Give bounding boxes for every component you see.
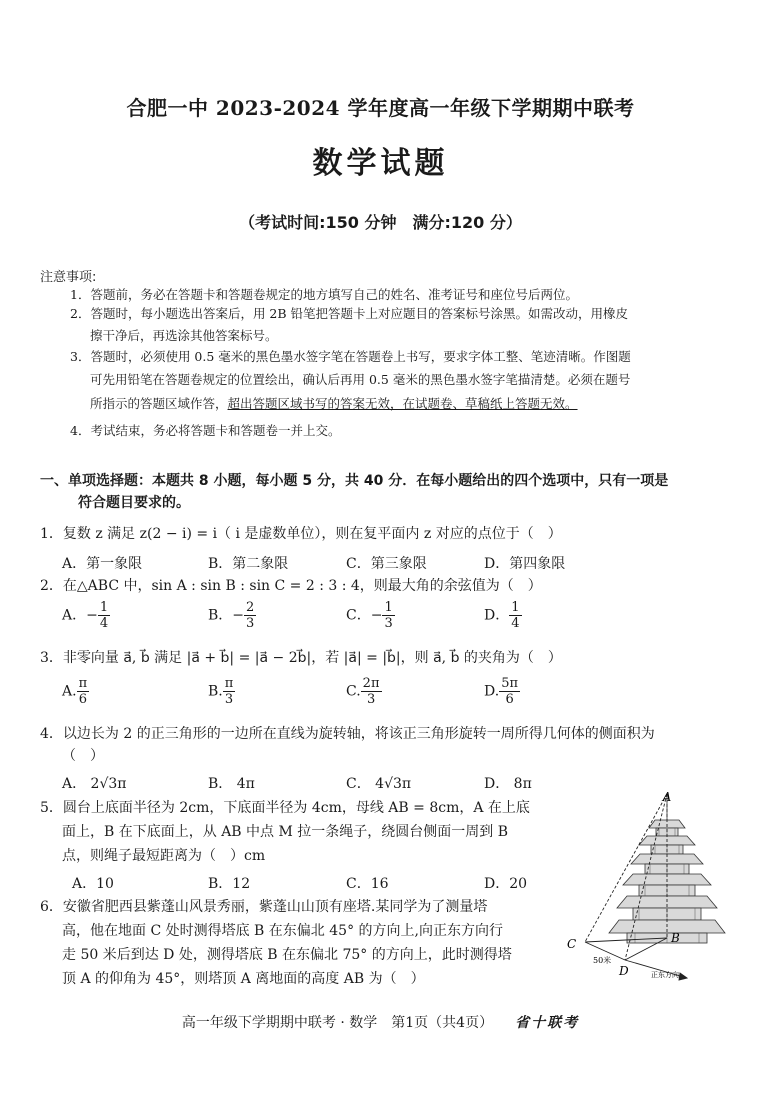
section-heading [40,470,725,514]
q2-option-b-fraction [244,600,256,631]
q2-option-a-sign: − [86,607,98,624]
q3-option-b-fraction [223,676,236,707]
numerator: π [78,676,88,691]
denominator: 6 [505,692,514,707]
label-b: B [671,931,680,945]
denominator: 3 [366,692,376,707]
q2-option-d-fraction [509,600,521,631]
q3-option-d-label: D. [484,683,500,700]
footer-text: 高一年级下学期期中联考 · 数学 第1页（共4页） [181,1015,494,1031]
question-2: 2．在△ABC 中，sin A : sin B : sin C = 2 : 3 : 4，则最大角的余弦值为（ ） [40,578,542,594]
label-c: C [567,937,577,951]
question-5-line-1: 5．圆台上底面半径为 2cm，下底面半径为 4cm，母线 AB = 8cm，A 在上底 [40,800,530,816]
section-heading-line-1: 一、单项选择题：本题共 8 小题，每小题 5 分，共 40 分．在每小题给出的四个选项中，只有一项是 [40,473,669,489]
q3-option-d-fraction [499,676,520,707]
label-distance: 50米 [593,956,612,965]
q2-option-d-label: D． [484,607,510,624]
page-footer [0,1012,761,1032]
page-title: 数学试题 [312,146,449,181]
question-3: 3．非零向量 a⃗, b⃗ 满足 |a⃗ + b⃗| = |a⃗ − 2b⃗|，若 |a⃗| = |b⃗|，则 a⃗, b⃗ 的夹角为（ ） [40,650,562,666]
q1-option-d: D．第四象限 [484,556,566,572]
question-6-line-2: 高，他在地面 C 处时测得塔底 B 在东偏北 45° 的方向上,向正东方向行 [62,923,503,939]
q4-option-c: C． 4√3π [346,776,412,792]
question-5-line-3: 点，则绳子最短距离为（ ）cm [62,848,266,864]
denominator: 6 [78,692,87,707]
q5-option-c: C．16 [346,876,389,892]
note-3-line-3 [90,393,578,415]
q4-option-b: B． 4π [208,776,255,792]
section-heading-line-2: 符合题目要求的。 [78,495,190,511]
q2-option-a-fraction [98,600,110,631]
label-d: D [619,964,629,978]
q3-option-c [346,676,382,707]
denominator: 3 [224,692,234,707]
arrow-head-icon [679,973,687,980]
q2-option-c-fraction [382,600,394,631]
note-2-line-1: 2．答题时，每小题选出答案后，用 2B 铅笔把答题卡上对应题目的答案标号涂黑。如需改动，用橡皮 [70,306,629,321]
q5-option-d: D．20 [484,876,528,892]
q2-option-b-sign: − [232,607,245,624]
q3-option-c-fraction [361,676,382,707]
q2-option-d [484,600,522,631]
note-4: 4．考试结束，务必将答题卡和答题卷一并上交。 [70,423,341,438]
notes-heading: 注意事项: [40,270,97,285]
numerator: 2π [362,676,380,691]
note-3-line-2: 可先用铅笔在答题卷规定的位置绘出，确认后再用 0.5 毫米的黑色墨水签字笔描清楚。必须在题号 [90,372,631,387]
denominator: 4 [99,616,109,631]
numerator: 1 [511,600,520,615]
q5-option-a: A．10 [72,876,114,892]
label-a: A [662,792,672,804]
q4-option-d: D． 8π [484,776,532,792]
q5-option-b: B．12 [208,876,251,892]
question-4-line-1: 4．以边长为 2 的正三角形的一边所在直线为旋转轴，将该正三角形旋转一周所得几何体的侧面积为 [40,726,655,742]
q3-option-b-label: B. [208,683,223,700]
pagoda-figure [555,792,735,992]
numerator: 2 [246,600,255,615]
numerator: 5π [501,676,519,691]
q2-option-a-label: A． [62,607,87,624]
note-3-text: 所指示的答题区域作答， [90,396,228,411]
q3-option-d [484,676,520,707]
numerator: 1 [99,600,109,615]
q3-option-a [62,676,89,707]
numerator: 1 [384,600,393,615]
footer-stamp: 省十联考 [515,1015,580,1031]
q3-option-b [208,676,235,707]
note-3-line-1: 3．答题时，必须使用 0.5 毫米的黑色墨水签字笔在答题卷上书写，要求字体工整、笔迹清晰。作图题 [70,349,631,364]
question-6-line-4: 顶 A 的仰角为 45°，则塔顶 A 离地面的高度 AB 为（ ） [62,971,425,987]
question-4-line-2: （ ） [62,748,104,764]
numerator: π [224,676,234,691]
denominator: 3 [384,616,393,631]
exam-header: 合肥一中 2023-2024 学年度高一年级下学期期中联考 [126,96,635,120]
note-2-line-2: 擦干净后，再选涂其他答案标号。 [90,328,278,343]
q3-option-c-label: C. [346,683,361,700]
exam-time-score: （考试时间:150 分钟 满分:120 分） [239,213,522,232]
question-6-line-1: 6．安徽省肥西县紫蓬山风景秀丽，紫蓬山山顶有座塔.某同学为了测量塔 [40,899,488,915]
note-1: 1．答题前，务必在答题卡和答题卷规定的地方填写自己的姓名、准考证号和座位号后两位。 [70,287,578,302]
q2-option-c-sign: − [370,607,383,624]
q4-option-a: A． 2√3π [62,776,127,792]
q3-option-a-label: A. [62,683,77,700]
q2-option-c-label: C． [346,607,371,624]
q1-option-a: A．第一象限 [62,556,143,572]
question-1: 1．复数 z 满足 z(2 − i) = i（ i 是虚数单位），则在复平面内 z 对应的点位于（ ） [40,526,562,542]
note-3-emphasis: 超出答题区域书写的答案无效，在试题卷、草稿纸上答题无效。 [227,396,578,411]
q1-option-b: B．第二象限 [208,556,289,572]
question-6-line-3: 走 50 米后到达 D 处，测得塔底 B 在东偏北 75° 的方向上，此时测得塔 [62,947,512,963]
q2-option-b-label: B． [208,607,233,624]
q2-option-b [208,600,256,631]
denominator: 4 [511,616,520,631]
q3-option-a-fraction [77,676,90,707]
denominator: 3 [246,616,255,631]
q2-option-a [62,600,110,631]
question-5-line-2: 面上，B 在下底面上，从 AB 中点 M 拉一条绳子，绕圆台侧面一周到 B [62,824,509,840]
q1-option-c: C．第三象限 [346,556,427,572]
label-east: 正东方向 [651,971,679,979]
q2-option-c [346,600,395,631]
